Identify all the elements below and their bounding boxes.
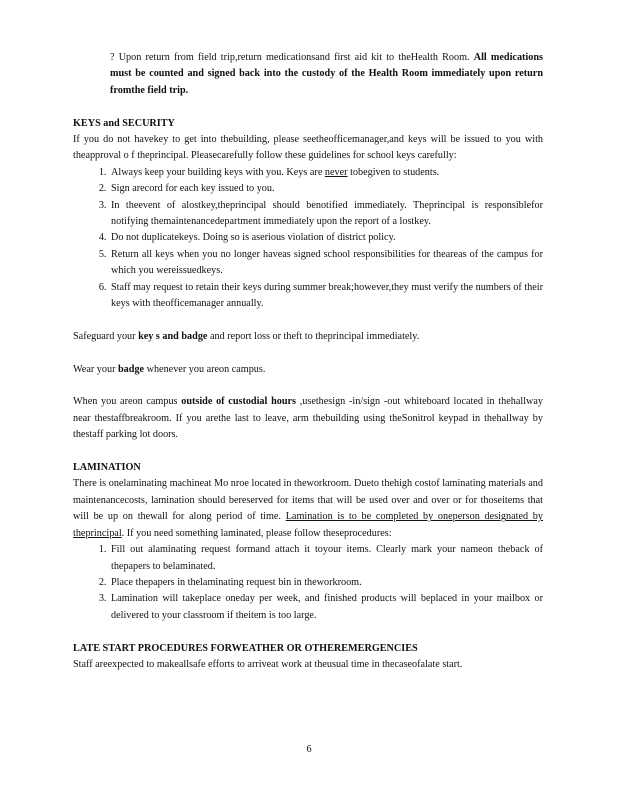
keys-guidelines-list	[73, 165, 543, 313]
never-underlined: never	[324, 166, 348, 178]
custodial-hours-paragraph: When you areon campus outside of custodial hours ,usethesign -in/sign -out whiteboard located in thehallway near thestaffbreakroom. If you arethe last to leave, arm thebuilding using theSonitrol keypad in thehallway by thestaff parking lot doors.	[73, 396, 543, 441]
lamination-heading: LAMINATION	[73, 462, 141, 474]
medications-bold-text: All medications must be counted and signed back into the custody of the Health Room immediately upon return fromthe field trip.	[110, 52, 543, 96]
lamination-procedures-list	[73, 542, 543, 624]
lamination-paragraph: There is onelaminating machineat Mo nroe located in theworkroom. Dueto thehigh costof laminating materials and maintenancecosts, lamination should bereserved for items that will be used over and over or for thoseitems that will be up on thewall for along period of time. Lamination is to be completed by oneperson designated by theprincipal. If you need something laminated, please follow theseprocedures:	[73, 478, 543, 539]
list-item: 3. In theevent of alostkey,theprincipal should benotified immediately. Theprincipal is responsiblefor notifying themaintenancedepartment immediately upon the report of a lostkey.	[109, 198, 543, 231]
safeguard-paragraph: Safeguard your key s and badge and report loss or theft to theprincipal immediately.	[73, 330, 420, 342]
list-item: 2. Place thepapers in thelaminating request bin in theworkroom.	[109, 575, 543, 591]
list-item: 4. Do not duplicatekeys. Doing so is aserious violation of district policy.	[109, 230, 543, 246]
custodial-hours-bold: outside of custodial hours	[181, 396, 296, 408]
page-number: 6	[306, 744, 312, 755]
document-body	[73, 50, 543, 673]
list-item: 1. Always keep your building keys with you. Keys are never tobegiven to students.	[109, 165, 543, 181]
field-trip-return-text: ? Upon return from field trip,return medicationsand first aid kit to theHealth Room.	[110, 52, 470, 63]
field-trip-note	[73, 50, 543, 99]
keys-intro-paragraph: If you do not havekey to get into thebuilding, please seetheofficemanager,and keys will be issued to you with theapproval o f theprincipal. Pleasecarefully follow these guidelines for school keys carefully:	[73, 134, 543, 162]
badge-bold: badge	[118, 363, 145, 375]
list-item: 1. Fill out alaminating request formand attach it toyour items. Clearly mark your nameon theback of thepapers to belaminated.	[109, 542, 543, 575]
keys-security-heading: KEYS and SECURITY	[73, 117, 175, 129]
wear-badge-paragraph: Wear your badge whenever you areon campus.	[73, 363, 266, 375]
late-start-heading: LATE START PROCEDURES FORWEATHER OR OTHEREMERGENCIES	[73, 642, 418, 654]
list-item: 3. Lamination will takeplace oneday per week, and finished products will beplaced in your mailbox or delivered to your classroom if theitem is too large.	[109, 591, 543, 624]
late-start-paragraph: Staff areexpected to makeallsafe efforts to arriveat work at theusual time in thecaseofalate start.	[73, 658, 463, 670]
keys-badge-bold: key s and badge	[138, 330, 208, 342]
list-item: 5. Return all keys when you no longer haveas signed school responsibilities for theareas of the campus for which you wereissuedkeys.	[109, 247, 543, 280]
list-item: 6. Staff may request to retain their keys during summer break;however,they must verify the numbers of their keys with theofficemanager annually.	[109, 280, 543, 313]
lamination-designated-underlined: Lamination is to be completed by oneperson designated by theprincipal	[73, 511, 543, 539]
list-item: 2. Sign arecord for each key issued to you.	[109, 181, 543, 197]
